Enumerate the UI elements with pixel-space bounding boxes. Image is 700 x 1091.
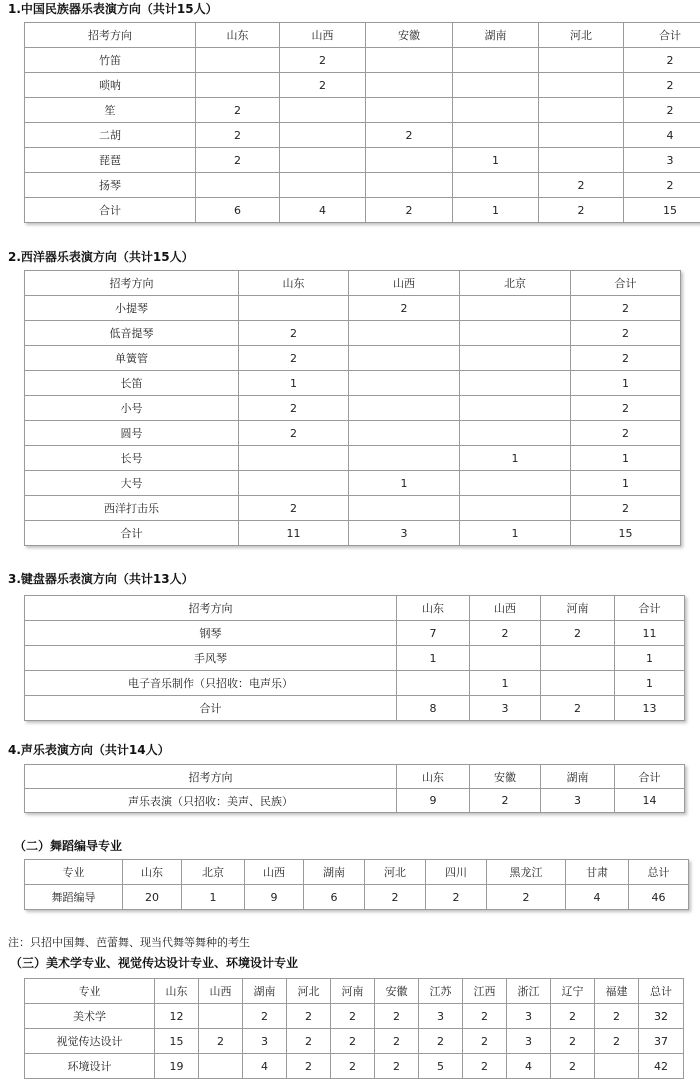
table-cell bbox=[349, 396, 460, 421]
table-cell: 2 bbox=[349, 296, 460, 321]
table-cell: 2 bbox=[239, 396, 349, 421]
column-header: 合计 bbox=[571, 271, 681, 296]
table-cell: 1 bbox=[615, 646, 685, 671]
row-label-cell: 扬琴 bbox=[25, 173, 196, 198]
table-cell bbox=[349, 371, 460, 396]
table-cell: 2 bbox=[595, 1029, 639, 1054]
column-header: 安徽 bbox=[366, 23, 453, 48]
table-cell: 2 bbox=[239, 321, 349, 346]
table-cell bbox=[453, 98, 539, 123]
section-title: （二）舞蹈编导专业 bbox=[14, 839, 123, 853]
column-header: 山西 bbox=[470, 596, 541, 621]
column-header: 北京 bbox=[182, 860, 245, 885]
table-cell: 3 bbox=[507, 1004, 551, 1029]
section-table bbox=[24, 764, 685, 813]
column-header: 专业 bbox=[25, 860, 123, 885]
table-cell: 1 bbox=[349, 471, 460, 496]
table-cell: 2 bbox=[239, 346, 349, 371]
table-cell: 11 bbox=[615, 621, 685, 646]
table-row bbox=[25, 621, 685, 646]
table-cell bbox=[196, 73, 280, 98]
table-cell: 2 bbox=[487, 885, 566, 910]
table-cell: 9 bbox=[397, 789, 470, 813]
table-cell bbox=[280, 123, 366, 148]
table-row bbox=[25, 73, 700, 98]
table-cell: 2 bbox=[624, 73, 700, 98]
table-row bbox=[25, 521, 681, 546]
column-header: 山西 bbox=[199, 979, 243, 1004]
table-cell: 2 bbox=[571, 346, 681, 371]
table-cell bbox=[280, 98, 366, 123]
table-cell bbox=[280, 173, 366, 198]
table-cell: 2 bbox=[571, 321, 681, 346]
table-row bbox=[25, 296, 681, 321]
row-label-cell: 视觉传达设计 bbox=[25, 1029, 155, 1054]
column-header: 安徽 bbox=[375, 979, 419, 1004]
table-cell bbox=[239, 471, 349, 496]
table-cell bbox=[595, 1054, 639, 1079]
table-cell: 2 bbox=[624, 48, 700, 73]
table-cell: 42 bbox=[639, 1054, 684, 1079]
row-label-cell: 低音提琴 bbox=[25, 321, 239, 346]
table-cell bbox=[539, 98, 624, 123]
table-row bbox=[25, 671, 685, 696]
table-cell: 4 bbox=[624, 123, 700, 148]
table-cell bbox=[196, 48, 280, 73]
table-row bbox=[25, 321, 681, 346]
table-cell bbox=[199, 1054, 243, 1079]
table-cell: 2 bbox=[571, 421, 681, 446]
table-row bbox=[25, 148, 700, 173]
column-header: 甘肃 bbox=[566, 860, 629, 885]
column-header: 山西 bbox=[280, 23, 366, 48]
row-label-cell: 大号 bbox=[25, 471, 239, 496]
table-cell: 1 bbox=[239, 371, 349, 396]
table-cell: 15 bbox=[155, 1029, 199, 1054]
table-cell bbox=[366, 173, 453, 198]
table-cell bbox=[460, 421, 571, 446]
table-cell: 2 bbox=[331, 1004, 375, 1029]
table-cell bbox=[453, 48, 539, 73]
column-header: 山西 bbox=[245, 860, 304, 885]
table-header-row bbox=[25, 23, 700, 48]
column-header: 河南 bbox=[541, 596, 615, 621]
table-cell: 2 bbox=[419, 1029, 463, 1054]
row-label-cell: 合计 bbox=[25, 521, 239, 546]
column-header: 福建 bbox=[595, 979, 639, 1004]
column-header: 湖南 bbox=[304, 860, 365, 885]
column-header: 招考方向 bbox=[25, 765, 397, 789]
table-cell bbox=[453, 173, 539, 198]
table-cell: 13 bbox=[615, 696, 685, 721]
table-cell bbox=[280, 148, 366, 173]
column-header: 辽宁 bbox=[551, 979, 595, 1004]
section-note: 注：只招中国舞、芭蕾舞、现当代舞等舞种的考生 bbox=[8, 936, 250, 949]
column-header: 合计 bbox=[615, 765, 685, 789]
table-row bbox=[25, 696, 685, 721]
table-cell: 4 bbox=[243, 1054, 287, 1079]
table-cell bbox=[349, 496, 460, 521]
table-row bbox=[25, 98, 700, 123]
column-header: 山东 bbox=[155, 979, 199, 1004]
table-cell: 20 bbox=[123, 885, 182, 910]
column-header: 安徽 bbox=[470, 765, 541, 789]
table-cell: 2 bbox=[287, 1054, 331, 1079]
section-title: 3.键盘器乐表演方向（共计13人） bbox=[8, 572, 194, 586]
column-header: 招考方向 bbox=[25, 23, 196, 48]
table-cell: 2 bbox=[331, 1029, 375, 1054]
table-cell: 14 bbox=[615, 789, 685, 813]
table-cell: 2 bbox=[539, 198, 624, 223]
table-cell: 15 bbox=[571, 521, 681, 546]
table-cell: 1 bbox=[615, 671, 685, 696]
column-header: 总计 bbox=[629, 860, 689, 885]
table-cell: 4 bbox=[507, 1054, 551, 1079]
table-cell: 8 bbox=[397, 696, 470, 721]
table-cell: 3 bbox=[243, 1029, 287, 1054]
table-row bbox=[25, 173, 700, 198]
row-label-cell: 长笛 bbox=[25, 371, 239, 396]
row-label-cell: 合计 bbox=[25, 696, 397, 721]
table-cell bbox=[460, 496, 571, 521]
table-cell bbox=[539, 148, 624, 173]
column-header: 招考方向 bbox=[25, 271, 239, 296]
table-cell: 1 bbox=[182, 885, 245, 910]
table-cell: 12 bbox=[155, 1004, 199, 1029]
row-label-cell: 琵琶 bbox=[25, 148, 196, 173]
table-cell: 4 bbox=[280, 198, 366, 223]
table-cell: 2 bbox=[280, 73, 366, 98]
table-cell: 15 bbox=[624, 198, 700, 223]
column-header: 河北 bbox=[539, 23, 624, 48]
table-cell: 1 bbox=[571, 471, 681, 496]
table-cell: 37 bbox=[639, 1029, 684, 1054]
table-cell: 2 bbox=[541, 621, 615, 646]
table-cell bbox=[196, 173, 280, 198]
table-header-row bbox=[25, 596, 685, 621]
column-header: 山东 bbox=[123, 860, 182, 885]
table-cell: 1 bbox=[460, 446, 571, 471]
column-header: 江西 bbox=[463, 979, 507, 1004]
column-header: 招考方向 bbox=[25, 596, 397, 621]
table-cell: 1 bbox=[453, 148, 539, 173]
table-cell bbox=[539, 73, 624, 98]
table-cell: 3 bbox=[541, 789, 615, 813]
table-cell: 1 bbox=[397, 646, 470, 671]
table-cell: 3 bbox=[624, 148, 700, 173]
section-title: （三）美术学专业、视觉传达设计专业、环境设计专业 bbox=[10, 956, 299, 970]
row-label-cell: 小号 bbox=[25, 396, 239, 421]
table-cell: 6 bbox=[304, 885, 365, 910]
table-cell: 2 bbox=[366, 198, 453, 223]
column-header: 河南 bbox=[331, 979, 375, 1004]
table-cell bbox=[239, 296, 349, 321]
column-header: 山东 bbox=[239, 271, 349, 296]
table-cell: 4 bbox=[566, 885, 629, 910]
column-header: 江苏 bbox=[419, 979, 463, 1004]
column-header: 河北 bbox=[365, 860, 426, 885]
table-cell: 2 bbox=[539, 173, 624, 198]
table-cell bbox=[460, 346, 571, 371]
table-cell bbox=[539, 48, 624, 73]
table-row bbox=[25, 471, 681, 496]
section-table bbox=[24, 859, 689, 910]
table-row bbox=[25, 789, 685, 813]
table-row bbox=[25, 885, 689, 910]
table-cell: 1 bbox=[453, 198, 539, 223]
table-cell bbox=[453, 123, 539, 148]
table-cell: 2 bbox=[551, 1004, 595, 1029]
table-row bbox=[25, 646, 685, 671]
column-header: 浙江 bbox=[507, 979, 551, 1004]
table-cell bbox=[366, 73, 453, 98]
table-cell: 2 bbox=[541, 696, 615, 721]
table-cell: 1 bbox=[460, 521, 571, 546]
table-cell: 2 bbox=[624, 98, 700, 123]
table-cell: 2 bbox=[196, 148, 280, 173]
row-label-cell: 环境设计 bbox=[25, 1054, 155, 1079]
table-cell: 2 bbox=[375, 1004, 419, 1029]
row-label-cell: 竹笛 bbox=[25, 48, 196, 73]
table-cell: 2 bbox=[280, 48, 366, 73]
section-table bbox=[24, 270, 681, 546]
table-cell: 2 bbox=[199, 1029, 243, 1054]
column-header: 北京 bbox=[460, 271, 571, 296]
row-label-cell: 手风琴 bbox=[25, 646, 397, 671]
table-cell bbox=[349, 346, 460, 371]
table-cell: 2 bbox=[365, 885, 426, 910]
table-row bbox=[25, 446, 681, 471]
table-cell bbox=[239, 446, 349, 471]
table-cell: 32 bbox=[639, 1004, 684, 1029]
table-cell bbox=[460, 396, 571, 421]
table-header-row bbox=[25, 979, 684, 1004]
section-title: 2.西洋器乐表演方向（共计15人） bbox=[8, 250, 194, 264]
column-header: 湖南 bbox=[453, 23, 539, 48]
table-cell bbox=[541, 646, 615, 671]
row-label-cell: 电子音乐制作（只招收：电声乐） bbox=[25, 671, 397, 696]
table-row bbox=[25, 48, 700, 73]
table-cell bbox=[460, 321, 571, 346]
row-label-cell: 舞蹈编导 bbox=[25, 885, 123, 910]
table-cell: 1 bbox=[571, 446, 681, 471]
table-row bbox=[25, 1054, 684, 1079]
table-cell: 2 bbox=[551, 1054, 595, 1079]
column-header: 总计 bbox=[639, 979, 684, 1004]
table-header-row bbox=[25, 765, 685, 789]
section-table bbox=[24, 22, 700, 223]
table-cell: 3 bbox=[507, 1029, 551, 1054]
table-cell: 2 bbox=[463, 1004, 507, 1029]
table-cell bbox=[199, 1004, 243, 1029]
table-cell: 9 bbox=[245, 885, 304, 910]
column-header: 山东 bbox=[196, 23, 280, 48]
table-row bbox=[25, 346, 681, 371]
table-row bbox=[25, 396, 681, 421]
table-cell: 11 bbox=[239, 521, 349, 546]
table-cell: 46 bbox=[629, 885, 689, 910]
table-header-row bbox=[25, 860, 689, 885]
row-label-cell: 小提琴 bbox=[25, 296, 239, 321]
table-cell: 2 bbox=[239, 421, 349, 446]
table-cell: 2 bbox=[463, 1029, 507, 1054]
column-header: 山西 bbox=[349, 271, 460, 296]
row-label-cell: 二胡 bbox=[25, 123, 196, 148]
row-label-cell: 美术学 bbox=[25, 1004, 155, 1029]
table-cell: 2 bbox=[196, 98, 280, 123]
table-cell: 3 bbox=[470, 696, 541, 721]
table-row bbox=[25, 1029, 684, 1054]
table-cell: 19 bbox=[155, 1054, 199, 1079]
table-cell: 2 bbox=[571, 496, 681, 521]
table-cell bbox=[460, 296, 571, 321]
table-header-row bbox=[25, 271, 681, 296]
table-cell: 2 bbox=[595, 1004, 639, 1029]
table-row bbox=[25, 371, 681, 396]
row-label-cell: 声乐表演（只招收：美声、民族） bbox=[25, 789, 397, 813]
row-label-cell: 西洋打击乐 bbox=[25, 496, 239, 521]
table-cell bbox=[539, 123, 624, 148]
table-cell: 2 bbox=[366, 123, 453, 148]
column-header: 湖南 bbox=[243, 979, 287, 1004]
table-cell: 3 bbox=[349, 521, 460, 546]
row-label-cell: 单簧管 bbox=[25, 346, 239, 371]
column-header: 黑龙江 bbox=[487, 860, 566, 885]
table-row bbox=[25, 198, 700, 223]
section-table bbox=[24, 978, 684, 1079]
table-cell bbox=[453, 73, 539, 98]
row-label-cell: 唢呐 bbox=[25, 73, 196, 98]
table-cell: 2 bbox=[624, 173, 700, 198]
table-cell: 2 bbox=[287, 1029, 331, 1054]
table-cell: 2 bbox=[196, 123, 280, 148]
table-cell: 2 bbox=[375, 1029, 419, 1054]
table-cell bbox=[460, 371, 571, 396]
table-cell: 6 bbox=[196, 198, 280, 223]
table-cell bbox=[366, 48, 453, 73]
table-cell: 2 bbox=[551, 1029, 595, 1054]
table-cell: 2 bbox=[426, 885, 487, 910]
table-cell bbox=[397, 671, 470, 696]
row-label-cell: 笙 bbox=[25, 98, 196, 123]
section-title: 1.中国民族器乐表演方向（共计15人） bbox=[8, 2, 218, 16]
table-cell: 2 bbox=[375, 1054, 419, 1079]
column-header: 湖南 bbox=[541, 765, 615, 789]
column-header: 河北 bbox=[287, 979, 331, 1004]
table-cell bbox=[366, 148, 453, 173]
table-cell: 2 bbox=[243, 1004, 287, 1029]
column-header: 山东 bbox=[397, 765, 470, 789]
table-cell: 3 bbox=[419, 1004, 463, 1029]
table-cell: 7 bbox=[397, 621, 470, 646]
section-title: 4.声乐表演方向（共计14人） bbox=[8, 743, 170, 757]
table-cell: 2 bbox=[571, 396, 681, 421]
table-cell: 2 bbox=[239, 496, 349, 521]
table-row bbox=[25, 1004, 684, 1029]
column-header: 专业 bbox=[25, 979, 155, 1004]
table-cell: 2 bbox=[331, 1054, 375, 1079]
table-cell: 2 bbox=[287, 1004, 331, 1029]
table-row bbox=[25, 421, 681, 446]
column-header: 合计 bbox=[624, 23, 700, 48]
table-cell bbox=[366, 98, 453, 123]
column-header: 四川 bbox=[426, 860, 487, 885]
row-label-cell: 合计 bbox=[25, 198, 196, 223]
section-table bbox=[24, 595, 685, 721]
row-label-cell: 圆号 bbox=[25, 421, 239, 446]
table-cell: 2 bbox=[463, 1054, 507, 1079]
table-cell bbox=[460, 471, 571, 496]
table-cell: 2 bbox=[470, 621, 541, 646]
column-header: 合计 bbox=[615, 596, 685, 621]
row-label-cell: 钢琴 bbox=[25, 621, 397, 646]
table-cell bbox=[349, 421, 460, 446]
table-cell bbox=[349, 321, 460, 346]
row-label-cell: 长号 bbox=[25, 446, 239, 471]
table-cell: 1 bbox=[470, 671, 541, 696]
table-cell bbox=[349, 446, 460, 471]
table-row bbox=[25, 496, 681, 521]
table-cell: 1 bbox=[571, 371, 681, 396]
table-cell: 2 bbox=[470, 789, 541, 813]
table-cell bbox=[541, 671, 615, 696]
table-row bbox=[25, 123, 700, 148]
table-cell: 5 bbox=[419, 1054, 463, 1079]
table-cell: 2 bbox=[571, 296, 681, 321]
table-cell bbox=[470, 646, 541, 671]
column-header: 山东 bbox=[397, 596, 470, 621]
